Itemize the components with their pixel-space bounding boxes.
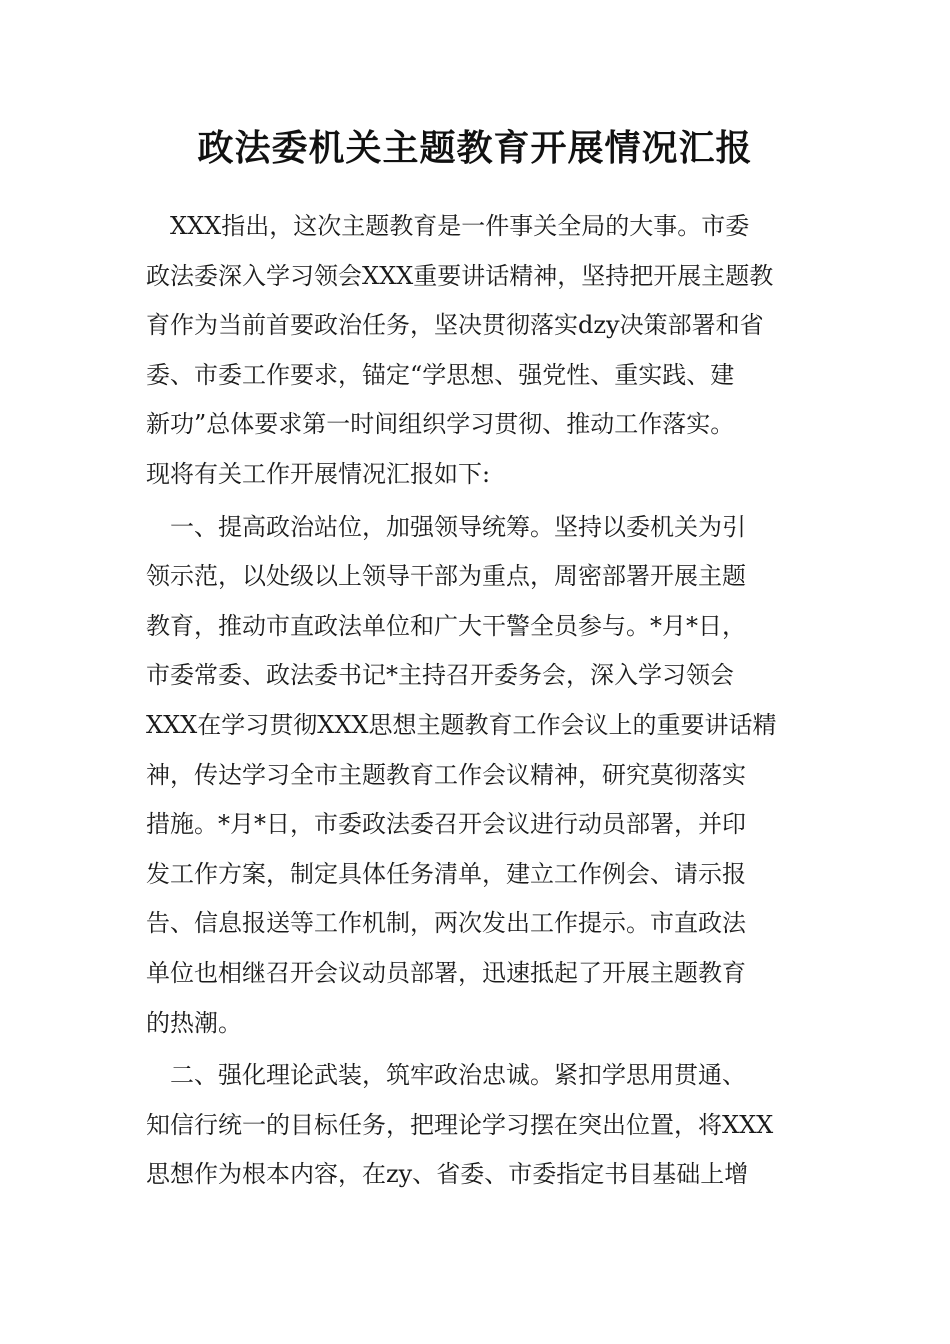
text-line: 二、强化理论武装，筑牢政治忠诚。紧扣学思用贯通、 xyxy=(146,1061,746,1090)
text-line: 政法委深入学习领会XXX重要讲话精神，坚持把开展主题教 xyxy=(146,261,774,290)
paragraph-intro xyxy=(146,202,806,500)
text-line: 发工作方案，制定具体任务清单，建立工作例会、请示报 xyxy=(146,859,746,888)
text-line: 育作为当前首要政治任务，坚决贯彻落实dzy决策部署和省 xyxy=(146,311,764,340)
text-line: 告、信息报送等工作机制，两次发出工作提示。市直政法 xyxy=(146,909,746,938)
text-line: 一、提高政治站位，加强领导统筹。坚持以委机关为引 xyxy=(146,512,746,541)
text-line: XXX在学习贯彻XXX思想主题教育工作会议上的重要讲话精 xyxy=(146,710,777,739)
text-line: 单位也相继召开会议动员部署，迅速抵起了开展主题教育 xyxy=(146,958,746,987)
text-line: 市委常委、政法委书记*主持召开委务会，深入学习领会 xyxy=(146,661,734,690)
text-line: 领示范，以处级以上领导干部为重点，周密部署开展主题 xyxy=(146,562,746,591)
text-line: 教育，推动市直政法单位和广大干警全员参与。*月*日， xyxy=(146,611,746,640)
text-line: 思想作为根本内容，在zy、省委、市委指定书目基础上增 xyxy=(146,1160,749,1189)
paragraph-section-1 xyxy=(146,503,806,1049)
document-body xyxy=(146,202,806,1200)
text-line: 的热潮。 xyxy=(146,1008,242,1037)
text-line: 措施。*月*日，市委政法委召开会议进行动员部署，并印 xyxy=(146,810,746,839)
text-line: XXX指出，这次主题教育是一件事关全局的大事。市委 xyxy=(146,212,750,240)
text-line: 现将有关工作开展情况汇报如下: xyxy=(146,459,491,488)
text-line: 知信行统一的目标任务，把理论学习摆在突出位置，将XXX xyxy=(146,1110,774,1139)
document-title: 政法委机关主题教育开展情况汇报 xyxy=(197,127,753,169)
paragraph-section-2 xyxy=(146,1051,806,1200)
text-line: 委、市委工作要求，锚定“学思想、强党性、重实践、建 xyxy=(146,360,735,389)
text-line: 新功”总体要求第一时间组织学习贯彻、推动工作落实。 xyxy=(146,410,735,439)
text-line: 神，传达学习全市主题教育工作会议精神，研究莫彻落实 xyxy=(146,760,746,789)
